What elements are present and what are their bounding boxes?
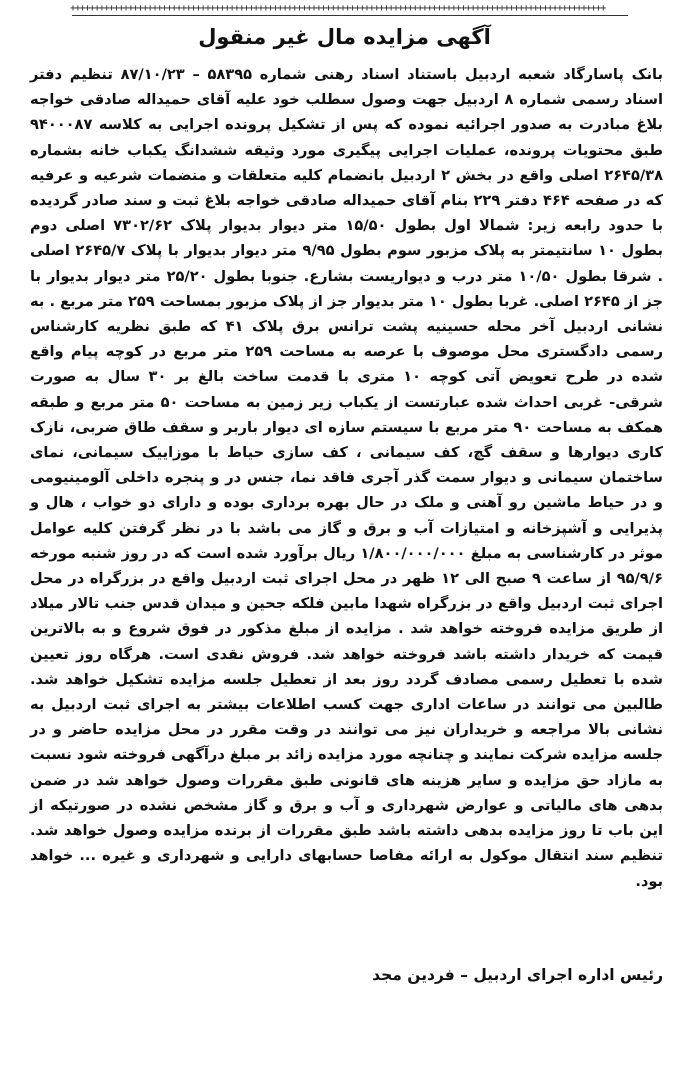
notice-signature: رئیس اداره اجرای اردبیل – فردین مجد [372, 966, 663, 984]
top-plus-border: +++++++++++++++++++++++++++++++++++++++++++++++++++++++++++++++++++++++++++++++++++++++++++++++++++++++++++++++ [70, 3, 606, 14]
notice-body [30, 62, 663, 894]
notice-title: آگهی مزایده مال غیر منقول [198, 25, 491, 49]
notice-body-paragraph: بانک پاسارگاد شعبه اردبیل باستناد اسناد رهنی شماره ۵۸۳۹۵ – ۸۷/۱۰/۲۳ تنظیم دفتر اسناد رسمی شماره ۸ اردبیل جهت وصول سطلب خود علیه آقای حمیداله صادقی خواجه بلاغ مبادرت به صدور اجرائیه نموده که پس از تشکیل پرونده اجرایی به کلاسه ۹۴۰۰۰۸۷ طبق محتویات پرونده، عملیات اجرایی پیگیری مورد وثیقه ششدانگ یکباب خانه بشماره ۲۶۴۵/۳۸ اصلی واقع در بخش ۲ اردبیل بانضمام کلیه متعلقات و منضمات شرعیه و عرفیه که در صفحه ۴۶۴ دفتر ۲۲۹ بنام آقای حمیداله صادقی خواجه بلاغ ثبت و سند صادر گردیده با حدود رابعه زیر: شمالا اول بطول ۱۵/۵۰ متر دیوار بدیوار پلاک ۷۳۰۲/۶۲ اصلی دوم بطول ۱۰ سانتیمتر به پلاک مزبور سوم بطول ۹/۹۵ متر دیوار بدیوار با پلاک ۲۶۴۵/۷ اصلی . شرقا بطول ۱۰/۵۰ متر درب و دیواریست بشارع. جنوبا بطول ۲۵/۲۰ متر دیوار بدیوار با جز از ۲۶۴۵ اصلی. غربا بطول ۱۰ متر بدیوار جز از پلاک مزبور بمساحت ۲۵۹ متر مربع . به نشانی اردبیل آخر محله حسینیه پشت ترانس برق پلاک ۴۱ که طبق نظریه کارشناس رسمی دادگستری محل موصوف با عرصه به مساحت ۲۵۹ متر مربع در کوچه پیام واقع شده در طرح تعویض آتی کوچه ۱۰ متری با قدمت ساخت بالغ بر ۳۰ سال به صورت شرقی- غربی احداث شده عبارتست از یکباب زیر زمین به مساحت ۵۰ متر مربع و طبقه همکف به مساحت ۹۰ متر مربع با سیستم سازه ای دیوار باربر و سقف طاق ضربی، نازک کاری دیوارها و سقف گچ، کف سیمانی ، کف سازی حیاط با موزاییک سیمانی، نمای ساختمان سیمانی و دیوار سمت گذر آجری فاقد نما، جنس در و پنجره داخلی آلومینیومی و در حیاط ماشین رو آهنی و ملک در حال بهره برداری بوده و دارای دو خواب ، هال و پذیرایی و آشپزخانه و امتیازات آب و برق و گاز می باشد با در نظر گرفتن کلیه عوامل موثر در کارشناسی به مبلغ ۱/۸۰۰/۰۰۰/۰۰۰ ریال برآورد شده است که در روز شنبه مورخه ۹۵/۹/۶ از ساعت ۹ صبح الی ۱۲ ظهر در محل اجرای ثبت اردبیل واقع در بزرگراه در محل اجرای ثبت اردبیل واقع در بزرگراه شهدا مابین فلکه جحین و میدان قدس جنب تالار میلاد از طریق مزایده فروخته خواهد شد . مزایده از مبلغ مذکور در فوق شروع و به بالاترین قیمت که خریدار داشته باشد فروخته خواهد شد. فروش نقدی است. هرگاه روز تعیین شده با تعطیل رسمی مصادف گردد روز بعد از تعطیل جلسه مزایده تشکیل خواهد شد. طالبین می توانند در ساعات اداری جهت کسب اطلاعات بیشتر به اجرای ثبت اردبیل به نشانی بالا مراجعه و خریداران نیز می توانند در وقت مقرر در محل مزایده حاضر و در جلسه مزایده شرکت نمایند و چنانچه مورد مزایده زائد بر مبلغ درآگهی فروخته شود نسبت به مازاد حق مزایده و سایر هزینه های قانونی طبق مقررات وصول خواهد شد در ضمن بدهی های مالیاتی و عوارض شهرداری و آب و برق و گاز مشخص نشده در صورتیکه از این باب تا روز مزایده بدهی داشته باشد طبق مقررات از برنده مزایده وصول خواهد شد. تنظیم سند انتقال موکول به ارائه مفاصا حسابهای دارایی و شهرداری و غیره ... خواهد بود. [30, 66, 664, 890]
top-divider [72, 15, 628, 16]
